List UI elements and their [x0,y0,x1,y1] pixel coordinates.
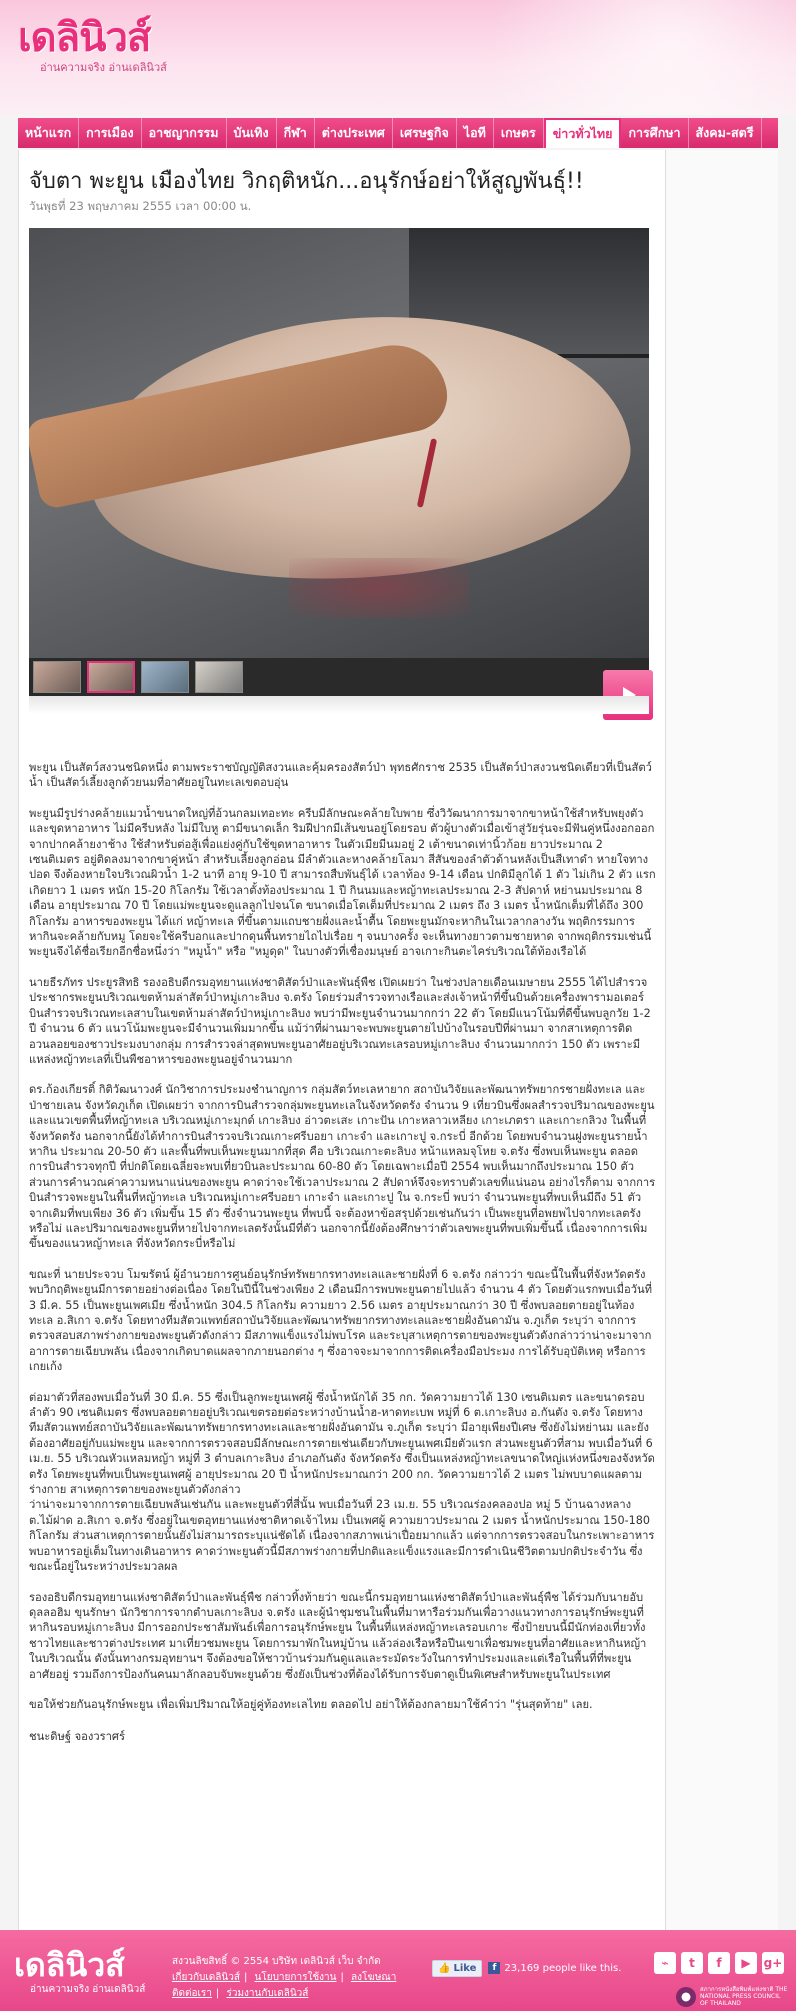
article-paragraph: พะยูนมีรูปร่างคล้ายแมวน้ำขนาดใหญ่ที่อ้วนกลมเทอะทะ ครีบมีลักษณะคล้ายใบพาย ซึ่งวิวัฒนาการมาจากขาหน้าใช้สำหรับพยุงตัวและขุดหาอาหาร ไม่มีครีบหลัง ไม่มีใบหู ตามีขนาดเล็ก ริมฝีปากมีเส้นขนอยู่โดยรอบ ตัวผู้บางตัวเมื่อเข้าสู่วัยรุ่นจะมีฟันคู่หนึ่งงอกออกจากปากคล้ายงาช้าง ใช้สำหรับต่อสู้เพื่อแย่งคู่กับใช้ขุดหาอาหาร ในตัวเมียมีนมอยู่ 2 เต้าขนาดเท่านิ้วก้อย ยาวประมาณ 2 เซนติเมตร อยู่ติดลงมาจากขาคู่หน้า สำหรับเลี้ยงลูกอ่อน มีลำตัวและหางคล้ายโลมา สีสันของลำตัวด้านหลังเป็นสีเทาดำ หายใจทางปอด จึงต้องหายใจบริเวณผิวน้ำ 1-2 นาที อายุ 9-10 ปี สามารถสืบพันธุ์ได้ เวลาท้อง 9-14 เดือน ปกติมีลูกได้ 1 ตัว ไม่เกิน 2 ตัว แรกเกิดยาว 1 เมตร หนัก 15-20 กิโลกรัม ใช้เวลาตั้งท้องประมาณ 1 ปี กินนมและหญ้าทะเลประมาณ 2-3 สัปดาห์ หย่านมประมาณ 8 เดือน อายุประมาณ 70 ปี โดยแม่พะยูนจะดูแลลูกไปจนโต ขนาดเมื่อโตเต็มที่ประมาณ 2 เมตร ถึง 3 เมตร น้ำหนักเต็มที่ได้ถึง 300 กิโลกรัม อาหารของพะยูน ได้แก่ หญ้าทะเล ที่ขึ้นตามแถบชายฝั่งและน้ำตื้น โดยพะยูนมักจะหากินในเวลากลางวัน พฤติกรรมการหากินจะคล้ายกับหมู โดยจะใช้ครีบอกและปากดุนพื้นทรายไถไปเรื่อย ๆ จนบางครั้ง จะเห็นทางยาวตามชายหาด จากพฤติกรรมเช่นนี้ พะยูนจึงได้ชื่อเรียกอีกชื่อหนึ่งว่า "หมูน้ำ" หรือ "หมูดุด" ในบางตัวที่เชื่องมนุษย์ อาจเกาะกินตะไคร่บริเวณใต้ท้องเรือได้ [29,806,656,959]
nav-item[interactable]: ต่างประเทศ [315,118,393,148]
press-council-text: สภาการหนังสือพิมพ์แห่งชาติ THE NATIONAL PRESS COUNCIL OF THAILAND [700,1986,788,2007]
nav-item[interactable]: กีฬา [277,118,315,148]
facebook-icon[interactable]: f [708,1952,730,1974]
social-icons [654,1952,784,1974]
nav-item[interactable]: บันเทิง [227,118,277,148]
youtube-icon[interactable]: ▶ [735,1952,757,1974]
thumbs-up-icon: 👍 [438,1962,451,1974]
footer-links: สงวนลิขสิทธิ์ © 2554 บริษัท เดลินิวส์ เว็บ จำกัด เกี่ยวกับเดลินิวส์ | นโยบายการใช้งาน | ลงโฆษณา ติดต่อเรา | ร่วมงานกับเดลินิวส์ [172,1954,422,2002]
site-logo[interactable] [18,16,167,76]
article-author: ชนะดิษฐ์ จองวราศร์ [29,1730,126,1744]
nav-item[interactable]: การเมือง [79,118,141,148]
article-paragraph: ดร.ก้องเกียรติ์ กิติวัฒนาวงศ์ นักวิชาการประมงชำนาญการ กลุ่มสัตว์ทะเลหายาก สถาบันวิจัยและพัฒนาทรัพยากรชายฝั่งทะเล และป่าชายเลน จังหวัดภูเก็ต เปิดเผยว่า จากการบินสำรวจกลุ่มพะยูนทะเลในจังหวัดตรัง จำนวน 9 เที่ยวบินซึ่งผลสำรวจปริมาณของพะยูน และแนวเขตพื้นที่หญ้าทะเล บริเวณหมู่เกาะมุกด์ เกาะลิบง อ่าวตะเสะ เกาะปัน เกาะหลาวเหลียง เกาะเภตรา และเกาะกลิวง ในพื้นที่จังหวัดตรัง นอกจากนี้ยังได้ทำการบินสำรวจบริเวณเกาะศรีบอยา เกาะจำ และเกาะปู จ.กระบี่ อีกด้วย โดยพบจำนวนฝูงพะยูนรายน้ำหากิน ประมาณ 20-50 ตัว และพื้นที่พบเห็นพะยูนมากที่สุด คือ บริเวณเกาะตะลิบง หน้าแหลมจุโหย จ.ตรัง ซึ่งพบเห็นพะยูน ตลอดการบินสำรวจทุกปี ที่ปกติโดยเฉลี่ยจะพบเที่ยวบินละประมาณ 60-80 ตัว โดยเฉพาะเมื่อปี 2554 พบเห็นมากถึงประมาณ 150 ตัว ส่วนการคำนวณค่าความหนาแน่นของพะยูน คาดว่าจะใช้เวลาประมาณ 2 สัปดาห์จึงจะทราบตัวเลขที่แน่นอน อย่างไรก็ตาม จากการบินสำรวจพะยูนในพื้นที่หญ้าทะเล บริเวณหมู่เกาะศรีบอยา เกาะจำ และเกาะปู ใน จ.กระบี่ พบว่า จำนวนพะยูนที่พบเห็นมีถึง 51 ตัว จากเดิมที่พบเพียง 36 ตัว เพิ่มขึ้น 15 ตัว ซึ่งจำนวนพะยูน ที่พบนี้ จะต้องหาข้อสรุปด้วยเช่นกันว่า เป็นพะยูนที่อพยพไปจากทะเลตรังหรือไม่ และปริมาณของพะยูนที่หายไปจากทะเลตรังนั้นมีที่ตัว นอกจากนี้ยังต้องศึกษาว่าตัวเลขพะยูนที่พบเพิ่มขึ้นนี้ เนื่องจากการเพิ่มขึ้นของแนวหญ้าทะเล ที่จังหวัดกระบี่หรือไม่ [29,1083,656,1251]
article-paragraph: ต่อมาตัวที่สองพบเมื่อวันที่ 30 มี.ค. 55 ซึ่งเป็นลูกพะยูนเพศผู้ ซึ่งน้ำหนักได้ 35 กก. วัดความยาวได้ 130 เซนติเมตร และขนาดรอบลำตัว 90 เซนติเมตร ซึ่งพบลอยตายอยู่บริเวณเขตรอยต่อระหว่างบ้านน้ำฮ-หาดทะเบพ หมู่ที่ 6 ต.เกาะลิบง อ.กันตัง จ.ตรัง โดยทางทีมสัตวแพทย์สถาบันวิจัยและพัฒนาทรัพยากรทางทะเลและชายฝั่งอันดามัน จ.ภูเก็ต ระบุว่า มีอายุเพียงปีเศษ ซึ่งยังไม่หย่านม และยังต้องอาศัยอยู่กับแม่พะยูน และจากการตรวจสอบมีลักษณะการตายเช่นเดียวกับพะยูนเพศเมียตัวแรก ส่วนพะยูนตัวที่สาม พบเมื่อวันที่ 6 เม.ย. 55 บริเวณหัวแหลมหญ้า หมู่ที่ 3 ตำบลเกาะลิบง อำเภอกันตัง จังหวัดตรัง ซึ่งเป็นแหล่งหญ้าทะเลขนาดใหญ่แห่งหนึ่งของจังหวัดตรัง โดยพะยูนที่พบเป็นพะยูนเพศผู้ อายุประมาณ 20 ปี น้ำหนักประมาณกว่า 200 กก. วัดความยาวได้ 2 เมตร ไม่พบบาดแผลตามร่างกาย สาเหตุการตายของพะยูนตัวดังกล่าว ว่าน่าจะมาจากการตายเฉียบพลันเช่นกัน และพะยูนตัวที่สี่นั้น พบเมื่อวันที่ 23 เม.ย. 55 บริเวณร่องคลองปอ หมู่ 5 บ้านฉางหลาง ต.ไม้ฝาด อ.สิเกา จ.ตรัง ซึ่งอยู่ในเขตอุทยานแห่งชาติหาดเจ้าไหม เป็นเพศผู้ ความยาวประมาณ 2 เมตร น้ำหนักประมาณ 150-180 กิโลกรัม ส่วนสาเหตุการตายนั้นยังไม่สามารถระบุแน่ชัดได้ เนื่องจากสภาพเน่าเปื่อยมากแล้ว แต่จากการตรวจสอบในกระเพาะอาหารพบอาหารอยู่เต็มในทางเดินอาหาร คาดว่าพะยูนตัวนี้มีสภาพร่างกายที่ปกติและแข็งแรงและมีการดำเนินชีวิตตามปกติประจำวัน ซึ่งขณะนี้อยู่ในระหว่างประมวลผล [29,1390,655,1574]
like-label: Like [453,1962,477,1974]
nav-item[interactable]: ข่าวทั่วไทย [544,118,622,148]
thumbnail-strip [29,658,649,696]
facebook-like-box [432,1958,621,1978]
photo-stain [289,558,469,618]
facebook-like-count [488,1962,621,1974]
nav-item[interactable]: หน้าแรก [18,118,79,148]
footer-logo[interactable] [14,1948,145,1997]
footer-link-policy[interactable]: นโยบายการใช้งาน [254,1972,337,1983]
footer-link-careers[interactable]: ร่วมงานกับเดลินิวส์ [226,1988,309,1999]
facebook-icon: f [488,1962,500,1974]
article-paragraph: พะยูน เป็นสัตว์สงวนชนิดหนึ่ง ตามพระราชบัญญัติสงวนและคุ้มครองสัตว์ป่า พุทธศักราช 2535 เป็นสัตว์ป่าสงวนชนิดเดียวที่เป็นสัตว์น้ำ เป็นสัตว์เลี้ยงลูกด้วยนมที่อาศัยอยู่ในทะเลเขตอบอุ่น [29,761,652,790]
article-paragraph: ขณะที่ นายประจวบ โมฆรัตน์ ผู้อำนวยการศูนย์อนุรักษ์ทรัพยากรทางทะเลและชายฝั่งที่ 6 จ.ตรัง กล่าวว่า ขณะนี้ในพื้นที่จังหวัดตรังพบวิกฤติพะยูนมีการตายอย่างต่อเนื่อง โดยในปีนี้ในช่วงเพียง 2 เดือนมีการพบพะยูนตายไปแล้ว จำนวน 4 ตัว โดยตัวแรกพบเมื่อวันที่ 3 มี.ค. 55 เป็นพะยูนเพศเมีย ซึ่งน้ำหนัก 304.5 กิโลกรัม ความยาว 2.56 เมตร อายุประมาณกว่า 30 ปี ซึ่งพบลอยตายอยู่ในท้องทะเล อ.สิเกา จ.ตรัง โดยทางทีมสัตวแพทย์สถาบันวิจัยและพัฒนาทรัพยากรทางทะเลและชายฝั่งอันดามัน จ.ภูเก็ต ระบุว่า จากการตรวจสอบสภาพร่างกายของพะยูนตัวดังกล่าว มีสภาพแข็งแรงไม่พบโรค และระบุสาเหตุการตายของพะยูนตัวดังกล่าวว่าน่าจะมาจากอาการตายเฉียบพลัน เนื่องจากเกิดบาดแผลจากภายนอกต่าง ๆ ซึ่งอาจจะมาจากการติดเครื่องมือประมง การได้รับอุบัติเหตุ หรือการเกยเก้ง [29,1267,653,1374]
facebook-like-button[interactable] [432,1960,482,1977]
thumbnail[interactable] [141,661,189,693]
google-plus-icon[interactable]: g+ [762,1952,784,1974]
article-body [29,760,657,1745]
footer-tagline: อ่านความจริง อ่านเดลินิวส์ [30,1984,146,1995]
site-footer [0,1930,796,2011]
nav-item[interactable]: ไอที [457,118,494,148]
nav-item[interactable]: เศรษฐกิจ [393,118,457,148]
footer-copyright: สงวนลิขสิทธิ์ © 2554 บริษัท เดลินิวส์ เว็บ จำกัด [172,1956,381,1967]
nav-item[interactable]: การศึกษา [621,118,688,148]
press-council-badge[interactable] [676,1986,790,2007]
article-title: จับตา พะยูน เมืองไทย วิกฤติหนัก...อนุรักษ์อย่าให้สูญพันธุ์!! [29,169,584,194]
footer-logo-text: เดลินิวส์ [14,1946,125,1984]
article-paragraph: ขอให้ช่วยกันอนุรักษ์พะยูน เพื่อเพิ่มปริมาณให้อยู่คู่ท้องทะเลไทย ตลอดไป อย่าให้ต้องกลายมาใช้คำว่า "รุ่นสุดท้าย" เลย. [29,1697,593,1711]
sidebar [666,150,778,1930]
twitter-icon[interactable]: t [681,1952,703,1974]
gallery-shadow [29,696,649,714]
nav-item[interactable]: อาชญากรรม [142,118,227,148]
logo-tagline: อ่านความจริง อ่านเดลินิวส์ [40,61,167,74]
like-count-text: 23,169 people like this. [504,1962,622,1974]
thumbnail[interactable] [33,661,81,693]
nav-item[interactable]: เกษตร [494,118,544,148]
photo-gallery [29,228,649,696]
article-date: วันพุธที่ 23 พฤษภาคม 2555 เวลา 00:00 น. [29,199,252,213]
site-header [0,0,796,115]
article [18,150,666,1930]
main-nav [18,118,778,148]
article-paragraph: รองอธิบดีกรมอุทยานแห่งชาติสัตว์ป่าและพันธุ์พืช กล่าวทิ้งท้ายว่า ขณะนี้กรมอุทยานแห่งชาติสัตว์ป่าและพันธุ์พืช ได้ร่วมกับนายอับดุลลอฮิม ขุนรักษา นักวิชาการจากตำบลเกาะลิบง จ.ตรัง และผู้นำชุมชนในพื้นที่มาหารือร่วมกันเพื่อวางแนวทางการอนุรักษ์พะยูนที่หากินรอบหมู่เกาะลิบง มีการออกประชาสัมพันธ์เพื่อการอนุรักษ์พะยูน ในพื้นที่แหล่งหญ้าทะเลรอบเกาะ ซึ่งป้ายบนนี้มีนักท่องเที่ยวทั้งชาวไทยและชาวต่างประเทศ มาเที่ยวชมพะยูน โดยการมาพักในหมู่บ้าน แล้วล่องเรือหรือปีนเขาเพื่อชมพะยูนที่อาศัยและหากินหญ้าในบริเวณนั้น ดังนั้นทางกรมอุทยานฯ จึงต้องขอให้ชาวบ้านร่วมกันดูแลและระมัดระวังในการทำประมงและแต่เรือในพื้นที่ที่พะยูนอาศัยอยู่ รวมถึงการป้องกันคนมาลักลอบจับพะยูนด้วย ซึ่งยังเป็นช่วงที่ต้องได้รับการจับตาดูเป็นพิเศษสำหรับพะยูนในประเทศ [29,1590,647,1681]
press-council-seal-icon [676,1987,696,2007]
nav-item[interactable]: สังคม-สตรี [689,118,762,148]
rss-icon[interactable]: ⌁ [654,1952,676,1974]
thumbnail[interactable] [195,661,243,693]
thumbnail-selected[interactable] [87,661,135,693]
footer-link-advertise[interactable]: ลงโฆษณา [351,1972,397,1983]
main-photo[interactable] [29,228,649,658]
footer-link-about[interactable]: เกี่ยวกับเดลินิวส์ [172,1972,240,1983]
footer-link-contact[interactable]: ติดต่อเรา [172,1988,212,1999]
article-paragraph: นายธีรภัทร ประยูรสิทธิ รองอธิบดีกรมอุทยานแห่งชาติสัตว์ป่าและพันธุ์พืช เปิดเผยว่า ในช่วงปลายเดือนเมษายน 2555 ได้ไปสำรวจประชากรพะยูนบริเวณเขตห้ามล่าสัตว์ป่าหมู่เกาะลิบง จ.ตรัง โดยร่วมสำรวจทางเรือและส่งเจ้าหน้าที่ขึ้นบินด้วยเครื่องพารามอเตอร์บินสำรวจบริเวณทะเลสาบในเขตห้ามล่าสัตว์ป่าหมู่เกาะลิบง พบว่ามีพะยูนจำนวนมากกว่า 22 ตัว โดยมีแนวโน้มที่ดีขึ้นพบลูกวัย 1-2 ปี จำนวน 6 ตัว แนวโน้มพะยูนจะมีจำนวนเพิ่มมากขึ้น แม้ว่าที่ผ่านมาจะพบพะยูนตายไปบ้างในรอบปีที่ผ่านมา จากสาเหตุการติดอวนลอยของชาวประมงบางกลุ่ม การสำรวจล่าสุดพบพะยูนอาศัยอยู่บริเวณทะเลรอบหมู่เกาะลิบง จำนวนมากกว่า 150 ตัว เพราะมีแหล่งหญ้าทะเลที่เป็นพืชอาหารของพะยูนอยู่จำนวนมาก [29,975,651,1066]
logo-text: เดลินิวส์ [18,14,151,61]
